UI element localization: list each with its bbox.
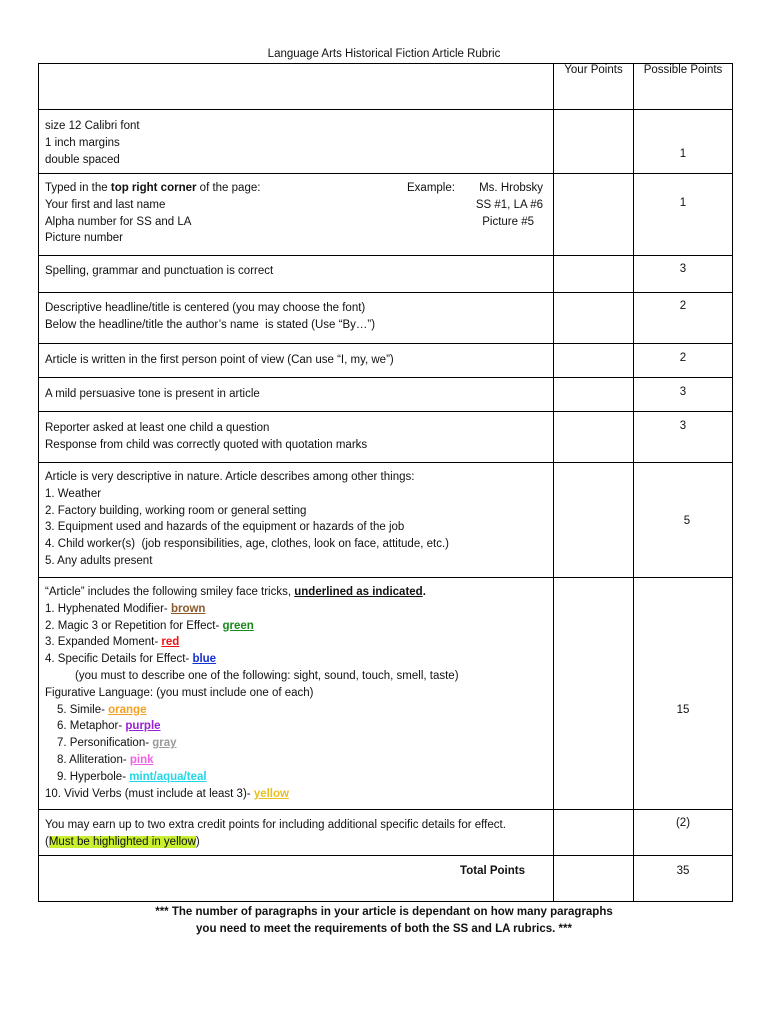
headline-your-points[interactable] xyxy=(554,293,634,344)
pov-your-points[interactable] xyxy=(554,344,634,378)
example-alpha: SS #1, LA #6 xyxy=(475,198,543,211)
typed-text-bold: top right corner xyxy=(110,182,197,194)
reporter-line-2: Response from child was correctly quoted with quotation marks xyxy=(45,438,368,451)
headline-possible-points: 2 xyxy=(634,293,733,344)
total-points-label: Total Points xyxy=(460,865,525,877)
example-label: Example: xyxy=(407,182,455,194)
trick-label-10: 10. Vivid Verbs (must include at least 3)- xyxy=(45,787,254,800)
trick-color-orange: orange xyxy=(108,703,147,716)
descriptive-item: 3. Equipment used and hazards of the equipment or hazards of the job xyxy=(45,521,405,534)
footer-line-1: *** The number of paragraphs in your article is dependant on how many paragraphs xyxy=(155,906,613,918)
extra-open-paren: ( xyxy=(45,835,49,848)
extra-credit-possible-points: (2) xyxy=(634,810,733,856)
typed-line-4: Picture number xyxy=(45,232,123,245)
trick-color-gray: gray xyxy=(152,737,177,750)
your-points-header: Your Points xyxy=(554,64,634,110)
rubric-title: Language Arts Historical Fiction Article Rubric xyxy=(267,48,501,60)
pov-text: Article is written in the first person point of view (Can use “I, my, we”) xyxy=(45,354,394,366)
tricks-row xyxy=(39,578,733,810)
headline-line-2: Below the headline/title the author’s name is stated (Use “By…”) xyxy=(45,318,376,331)
typed-text-pre: Typed in the xyxy=(45,182,111,194)
descriptive-possible-points: 5 xyxy=(634,463,733,578)
tricks-intro-underlined: underlined as indicated xyxy=(294,586,423,598)
example-name: Ms. Hrobsky xyxy=(479,182,543,194)
tone-row xyxy=(39,378,733,412)
trick-color-purple: purple xyxy=(125,720,161,733)
trick-label-7: 7. Personification- xyxy=(57,737,153,750)
tone-possible-points: 3 xyxy=(634,378,733,412)
trick-label-9: 9. Hyperbole- xyxy=(57,770,130,783)
rubric-table xyxy=(38,63,733,902)
trick-label-1: 1. Hyphenated Modifier- xyxy=(45,602,171,615)
typed-text-post: of the page: xyxy=(196,182,261,194)
reporter-row xyxy=(39,412,733,463)
typed-line-3: Alpha number for SS and LA xyxy=(45,215,192,228)
typed-possible-points: 1 xyxy=(634,174,733,256)
descriptive-item: 5. Any adults present xyxy=(45,554,153,567)
possible-points-header: Possible Points xyxy=(634,64,733,110)
criteria-header-cell xyxy=(39,64,554,110)
typed-your-points[interactable] xyxy=(554,174,634,256)
trick-label-4: 4. Specific Details for Effect- xyxy=(45,653,193,666)
spelling-row xyxy=(39,256,733,293)
format-possible-points: 1 xyxy=(634,110,733,174)
header-row xyxy=(39,64,733,110)
footer-line-2: you need to meet the requirements of both the SS and LA rubrics. *** xyxy=(196,922,572,935)
spelling-possible-points: 3 xyxy=(634,256,733,293)
descriptive-item: 1. Weather xyxy=(45,487,102,500)
highlight-yellow-note: Must be highlighted in yellow xyxy=(48,835,196,848)
tricks-intro-period: . xyxy=(422,586,426,598)
tricks-intro: “Article” includes the following smiley face tricks, xyxy=(45,586,295,598)
trick-label-8: 8. Alliteration- xyxy=(57,753,130,766)
trick-color-teal: mint/aqua/teal xyxy=(129,770,207,783)
headline-row xyxy=(39,293,733,344)
format-line-2: 1 inch margins xyxy=(45,136,120,149)
spelling-your-points[interactable] xyxy=(554,256,634,293)
descriptive-item: 2. Factory building, working room or general setting xyxy=(45,504,307,517)
extra-close-paren: ) xyxy=(195,835,200,848)
reporter-your-points[interactable] xyxy=(554,412,634,463)
total-possible-points: 35 xyxy=(634,856,733,902)
trick-label-5: 5. Simile- xyxy=(57,703,109,716)
trick-4-note: (you must to describe one of the following: sight, sound, touch, smell, taste) xyxy=(75,669,459,682)
typed-line-2: Your first and last name xyxy=(45,198,166,211)
format-line-1: size 12 Calibri font xyxy=(45,120,140,132)
trick-color-pink: pink xyxy=(129,753,154,766)
trick-color-red: red xyxy=(161,636,180,649)
trick-label-3: 3. Expanded Moment- xyxy=(45,636,162,649)
headline-line-1: Descriptive headline/title is centered (you may choose the font) xyxy=(45,302,366,314)
example-picture: Picture #5 xyxy=(482,215,534,228)
trick-color-green: green xyxy=(222,619,254,632)
trick-color-brown: brown xyxy=(170,602,206,615)
tone-your-points[interactable] xyxy=(554,378,634,412)
trick-label-2: 2. Magic 3 or Repetition for Effect- xyxy=(45,619,223,632)
descriptive-item: 4. Child worker(s) (job responsibilities, age, clothes, look on face, attitude, etc.) xyxy=(45,538,449,551)
extra-credit-line-1: You may earn up to two extra credit points for including additional specific details for effect. xyxy=(45,819,506,831)
descriptive-intro: Article is very descriptive in nature. Article describes among other things: xyxy=(45,471,415,483)
trick-color-blue: blue xyxy=(192,653,217,666)
total-row xyxy=(39,856,733,902)
extra-credit-your-points[interactable] xyxy=(554,810,634,856)
format-line-3: double spaced xyxy=(45,153,120,166)
trick-color-yellow: yellow xyxy=(253,787,289,800)
total-your-points[interactable] xyxy=(554,856,634,902)
spelling-text: Spelling, grammar and punctuation is correct xyxy=(45,265,274,277)
reporter-line-1: Reporter asked at least one child a question xyxy=(45,422,270,434)
extra-credit-row xyxy=(39,810,733,856)
tone-text: A mild persuasive tone is present in article xyxy=(45,388,260,400)
figurative-language-heading: Figurative Language: (you must include one of each) xyxy=(45,686,314,699)
trick-label-6: 6. Metaphor- xyxy=(57,720,126,733)
tricks-possible-points: 15 xyxy=(634,578,733,810)
descriptive-your-points[interactable] xyxy=(554,463,634,578)
tricks-your-points[interactable] xyxy=(554,578,634,810)
descriptive-row xyxy=(39,463,733,578)
typed-row xyxy=(39,174,733,256)
reporter-possible-points: 3 xyxy=(634,412,733,463)
format-row xyxy=(39,110,733,174)
footer-note xyxy=(0,904,768,937)
pov-possible-points: 2 xyxy=(634,344,733,378)
pov-row xyxy=(39,344,733,378)
format-your-points[interactable] xyxy=(554,110,634,174)
